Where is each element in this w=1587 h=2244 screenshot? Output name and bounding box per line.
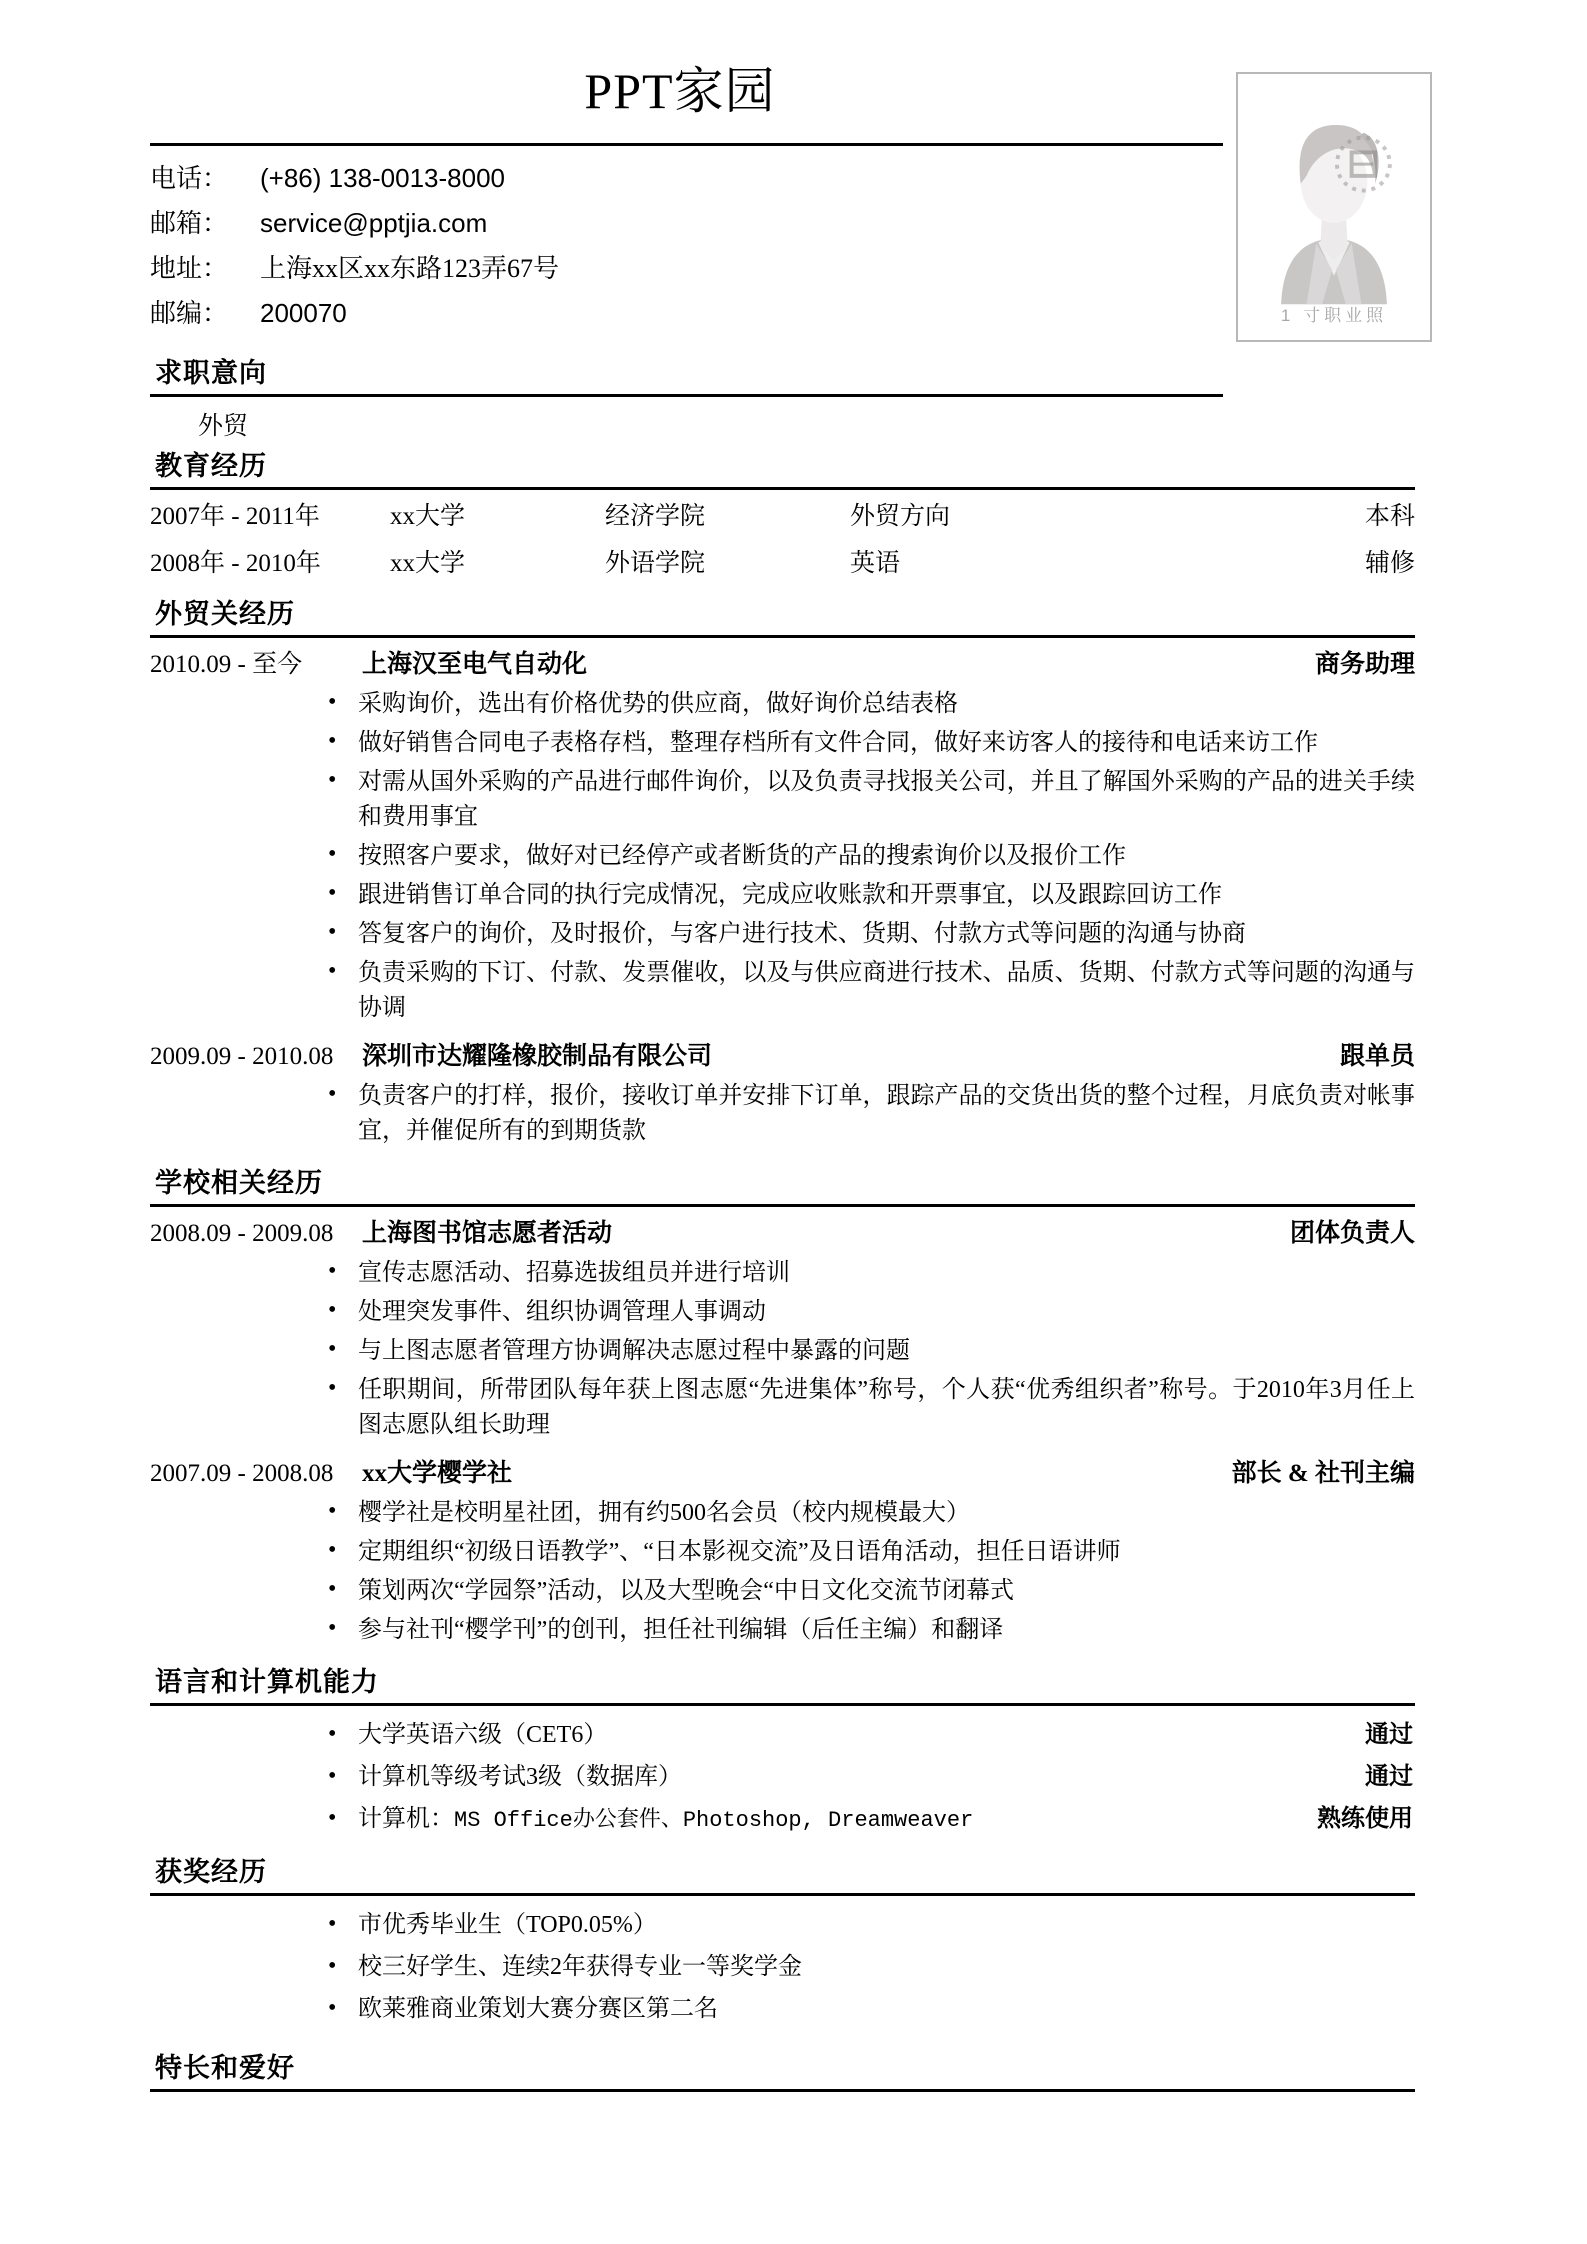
experience-bullet-list xyxy=(150,687,1415,1026)
experience-role: 团体负责人 xyxy=(1289,1220,1415,1247)
section-divider-awards xyxy=(150,1893,1415,1896)
section-skills xyxy=(0,1664,1587,1842)
photo-caption-label: 1 寸职业照 xyxy=(1280,306,1388,325)
experience-dates: 2008.09 - 2009.08 xyxy=(150,1220,334,1247)
contact-value-zip: 200070 xyxy=(260,298,347,328)
experience-role: 部长 & 社刊主编 xyxy=(1231,1460,1415,1487)
list-item: • 樱学社是校明星社团，拥有约500名会员（校内规模最大） xyxy=(320,1496,1415,1531)
experience-dates: 2010.09 - 至今 xyxy=(150,651,303,678)
list-item: • 处理突发事件、组织协调管理人事调动 xyxy=(320,1295,1415,1330)
header-zone xyxy=(0,0,1587,355)
education-major: 外贸方向 xyxy=(850,503,951,530)
skill-status: 熟练使用 xyxy=(1317,1806,1413,1832)
skill-software-list: MS Office办公套件、Photoshop, Dreamweaver xyxy=(454,1808,974,1833)
list-item: • 策划两次“学园祭”活动，以及大型晚会“中日文化交流节闭幕式 xyxy=(320,1574,1415,1609)
page-title: PPT家园 xyxy=(584,63,776,119)
education-dates: 2008年 - 2010年 xyxy=(150,550,321,577)
contact-label-phone: 电话： xyxy=(150,164,229,193)
spacer xyxy=(0,1652,1587,1664)
experience-organization: 上海图书馆志愿者活动 xyxy=(362,1220,613,1247)
list-item xyxy=(320,1756,1415,1798)
section-awards xyxy=(0,1854,1587,2030)
contact-row-email xyxy=(150,203,950,248)
education-degree: 辅修 xyxy=(1364,550,1415,577)
contact-label-address: 地址： xyxy=(150,254,229,283)
contact-value-address: 上海xx区xx东路123弄67号 xyxy=(260,254,560,283)
objective-value: 外贸 xyxy=(198,413,249,440)
education-major: 英语 xyxy=(850,550,901,577)
trade-experience-body xyxy=(150,638,1415,1149)
section-trade-experience xyxy=(0,596,1587,1149)
list-item: • 宣传志愿活动、招募选拔组员并进行培训 xyxy=(320,1256,1415,1291)
experience-dates: 2007.09 - 2008.08 xyxy=(150,1460,334,1487)
section-heading-awards: 获奖经历 xyxy=(155,1857,267,1887)
contact-value-email: service@pptjia.com xyxy=(260,208,488,238)
section-heading-education: 教育经历 xyxy=(155,451,267,481)
experience-entry xyxy=(150,638,1415,1026)
award-label: • 欧莱雅商业策划大赛分赛区第二名 xyxy=(358,1996,718,2022)
section-divider-hobbies xyxy=(150,2089,1415,2092)
list-item: • 负责客户的打样，报价，接收订单并安排下订单，跟踪产品的交货出货的整个过程，月底负责对帐事宜，并催促所有的到期货款 xyxy=(320,1079,1415,1149)
list-item xyxy=(320,1988,1415,2030)
objective-body xyxy=(150,397,1415,448)
skills-body xyxy=(150,1714,1415,1842)
experience-entry xyxy=(150,1207,1415,1443)
section-heading-skills: 语言和计算机能力 xyxy=(155,1667,379,1697)
experience-header xyxy=(150,1447,1415,1494)
skill-label-computer xyxy=(358,1798,1317,1842)
contact-value-phone: (+86) 138-0013-8000 xyxy=(260,163,506,193)
person-avatar-icon xyxy=(1238,74,1430,338)
experience-dates: 2009.09 - 2010.08 xyxy=(150,1043,334,1070)
education-college: 外语学院 xyxy=(605,550,706,577)
education-degree: 本科 xyxy=(1364,503,1415,530)
list-item: • 任职期间，所带团队每年获上图志愿“先进集体”称号，个人获“优秀组织者”称号。于2010年3月任上图志愿队组长助理 xyxy=(320,1373,1415,1443)
list-item: • 跟进销售订单合同的执行完成情况，完成应收账款和开票事宜，以及跟踪回访工作 xyxy=(320,878,1415,913)
experience-organization: 上海汉至电气自动化 xyxy=(362,651,588,678)
list-item xyxy=(320,1798,1415,1842)
experience-header xyxy=(150,1030,1415,1077)
award-label: • 校三好学生、连续2年获得专业一等奖学金 xyxy=(358,1954,802,1980)
contact-row-zip xyxy=(150,293,950,338)
list-item: • 答复客户的询价，及时报价，与客户进行技术、货期、付款方式等问题的沟通与协商 xyxy=(320,917,1415,952)
contact-label-zip: 邮编： xyxy=(150,299,229,328)
list-item: • 定期组织“初级日语教学”、“日本影视交流”及日语角活动，担任日语讲师 xyxy=(320,1535,1415,1570)
education-dates: 2007年 - 2011年 xyxy=(150,503,320,530)
table-row xyxy=(150,490,1415,537)
experience-bullet-list xyxy=(150,1256,1415,1443)
experience-entry xyxy=(150,1447,1415,1648)
spacer xyxy=(0,1842,1587,1854)
experience-role: 跟单员 xyxy=(1339,1043,1415,1070)
education-college: 经济学院 xyxy=(605,503,706,530)
list-item: • 采购询价，选出有价格优势的供应商，做好询价总结表格 xyxy=(320,687,1415,722)
education-school: xx大学 xyxy=(390,503,466,530)
list-item xyxy=(320,1946,1415,1988)
section-education xyxy=(0,448,1587,584)
experience-entry xyxy=(150,1030,1415,1149)
spacer xyxy=(0,2030,1587,2050)
table-row xyxy=(150,537,1415,584)
section-hobbies xyxy=(0,2050,1587,2092)
experience-organization: 深圳市达耀隆橡胶制品有限公司 xyxy=(362,1043,713,1070)
section-heading-school-experience: 学校相关经历 xyxy=(155,1168,323,1198)
profile-photo-placeholder xyxy=(1236,72,1432,342)
list-item xyxy=(320,1714,1415,1756)
section-school-experience xyxy=(0,1165,1587,1648)
contact-label-email: 邮箱： xyxy=(150,209,229,238)
section-heading-hobbies: 特长和爱好 xyxy=(155,2053,295,2083)
skills-list xyxy=(150,1714,1415,1842)
list-item: • 与上图志愿者管理方协调解决志愿过程中暴露的问题 xyxy=(320,1334,1415,1369)
section-divider-skills xyxy=(150,1703,1415,1706)
award-label: • 市优秀毕业生（TOP0.05%） xyxy=(358,1912,657,1938)
section-heading-trade-experience: 外贸关经历 xyxy=(155,599,295,629)
awards-body xyxy=(150,1904,1415,2030)
title-divider xyxy=(150,143,1223,146)
experience-bullet-list xyxy=(150,1079,1415,1149)
section-heading-objective: 求职意向 xyxy=(155,358,267,388)
skill-label: • 大学英语六级（CET6） xyxy=(358,1722,608,1748)
list-item xyxy=(320,1904,1415,1946)
education-body xyxy=(150,490,1415,584)
education-school: xx大学 xyxy=(390,550,466,577)
skill-label-prefix: 计算机： xyxy=(358,1806,454,1832)
school-experience-body xyxy=(150,1207,1415,1648)
list-item: • 对需从国外采购的产品进行邮件询价，以及负责寻找报关公司，并且了解国外采购的产品的进关手续和费用事宜 xyxy=(320,765,1415,835)
awards-list xyxy=(150,1904,1415,2030)
list-item: • 按照客户要求，做好对已经停产或者断货的产品的搜索询价以及报价工作 xyxy=(320,839,1415,874)
skill-label: • 计算机等级考试3级（数据库） xyxy=(358,1764,682,1790)
section-objective xyxy=(0,355,1587,448)
skill-status: 通过 xyxy=(1365,1722,1413,1748)
experience-header xyxy=(150,1207,1415,1254)
spacer xyxy=(0,584,1587,596)
contact-row-phone xyxy=(150,158,950,203)
experience-role: 商务助理 xyxy=(1314,651,1415,678)
list-item: • 做好销售合同电子表格存档，整理存档所有文件合同，做好来访客人的接待和电话来访工作 xyxy=(320,726,1415,761)
skill-status: 通过 xyxy=(1365,1764,1413,1790)
spacer xyxy=(0,1153,1587,1165)
experience-bullet-list xyxy=(150,1496,1415,1648)
list-item: • 负责采购的下订、付款、发票催收，以及与供应商进行技术、品质、货期、付款方式等问题的沟通与协调 xyxy=(320,956,1415,1026)
contact-block xyxy=(150,158,950,338)
experience-header xyxy=(150,638,1415,685)
list-item: • 参与社刊“樱学刊”的创刊，担任社刊编辑（后任主编）和翻译 xyxy=(320,1613,1415,1648)
experience-organization: xx大学樱学社 xyxy=(362,1460,513,1487)
contact-row-address xyxy=(150,248,950,293)
